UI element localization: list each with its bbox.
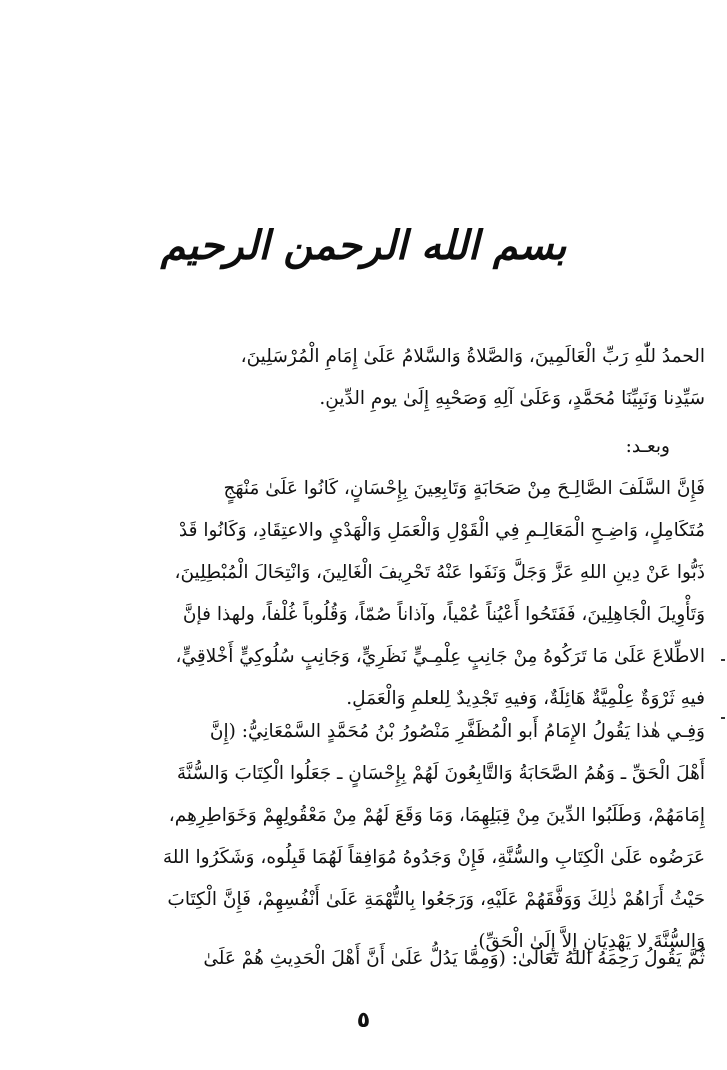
text-line: حَيْثُ أَرَاهُمْ ذٰلِكَ وَوَفَّقَهُمْ عَلَيْهِ، وَرَجَعُوا بِالتُّهْمَةِ عَلَىٰ أَنْفُسِهِمْ، فَإِنَّ الْكِتَابَ <box>167 889 705 910</box>
paragraph-hamd <box>55 336 705 420</box>
heading-amma-bad <box>55 426 670 468</box>
text-line: وبعـد: <box>625 436 670 457</box>
text-line: وَالسُّنَّةَ لا يَهْدِيَانِ إِلاَّ إِلَىٰ الْحَقِّ). <box>472 931 705 952</box>
paragraph-continuation <box>55 938 705 980</box>
text-line: ثُمَّ يَقُولُ رَحِمَهُ اللهُ تَعَالَىٰ: (وَمِمَّا يَدُلُّ عَلَىٰ أَنَّ أَهْلَ الْحَدِيثِ هُمْ عَلَىٰ <box>203 948 705 969</box>
text-line: وَتَأْوِيلَ الْجَاهِلِينَ، فَفَتَحُوا أَعْيُناً عُمْياً، وآذاناً صُمّاً، وَقُلُوباً غُلْفاً، ولهذا فإنَّ <box>182 604 705 625</box>
text-line: وَفِـي هٰذا يَقُولُ الإِمَامُ أَبو الْمُظَفَّرِ مَنْصُورُ بْنُ مُحَمَّدٍ السَّمْعَانِيُّ: (إِنَّ <box>209 721 705 742</box>
text-line: الحمدُ للّٰهِ رَبِّ الْعَالَمِينَ، وَالصَّلاةُ وَالسَّلامُ عَلَىٰ إِمَامِ الْمُرْسَلِينَ، <box>240 346 705 367</box>
text-line: مُتَكَامِلٍ، وَاضِـحِ الْمَعَالِـمِ فِي الْقَوْلِ وَالْعَمَلِ وَالْهَدْيِ والاعتِقَادِ، وَكَانُوا قَدْ <box>178 520 705 541</box>
text-line: الاطِّلاعَ عَلَىٰ مَا تَرَكُوهُ مِنْ جَانِبٍ عِلْمِـيٍّ نَظَرِيٍّ، وَجَانِبٍ سُلُوكِيٍّ أَخْلاقِيٍّ، <box>175 646 705 667</box>
text-line: فيهِ ثَرْوَةٌ عِلْمِيَّةٌ هَائِلَةٌ، وَفيهِ تَجْدِيدٌ لِلعلمِ وَالْعَمَلِ. <box>346 688 705 709</box>
margin-mark <box>721 717 725 719</box>
page-number: ٥ <box>356 1008 371 1033</box>
text-line: فَإِنَّ السَّلَفَ الصَّالِـحَ مِنْ صَحَابَةٍ وَتَابِعِينَ بِإِحْسَانٍ، كَانُوا عَلَىٰ مَنْهَجٍ <box>223 478 705 499</box>
paragraph-salaf <box>55 468 705 720</box>
text-line: عَرَضُوه عَلَىٰ الْكِتَابِ والسُّنَّةِ، فَإِنْ وَجَدُوهُ مُوَافِقاً لَهُمَا قَبِلُوه، وَشَكَرُوا اللهَ <box>162 847 705 868</box>
text-line: أَهْلَ الْحَقِّ ـ وَهُمُ الصَّحَابَةُ وَالتَّابِعُونَ لَهُمْ بِإِحْسَانٍ ـ جَعَلُوا الْكِتَابَ وَالسُّنَّةَ <box>176 763 705 784</box>
text-line: سَيِّدِنا وَنَبِيِّنَا مُحَمَّدٍ، وَعَلَىٰ آلِهِ وَصَحْبِهِ إِلَىٰ يومِ الدِّينِ. <box>319 388 705 409</box>
paragraph-samani-quote <box>55 711 705 963</box>
basmala-calligraphy: بسم الله الرحمن الرحيم <box>160 222 567 269</box>
margin-mark <box>721 659 725 661</box>
text-line: إِمَامَهُمْ، وَطَلَبُوا الدِّينَ مِنْ قِبَلِهِمَا، وَمَا وَقَعَ لَهُمْ مِنْ مَعْقُولِهِمْ وَخَوَاطِرِهِم، <box>168 805 705 826</box>
text-line: ذَبُّوا عَنْ دِينِ اللهِ عَزَّ وَجَلَّ وَنَفَوا عَنْهُ تَحْرِيفَ الْغَالِينَ، وَانْتِحَالَ الْمُبْطِلِينَ، <box>174 562 705 583</box>
